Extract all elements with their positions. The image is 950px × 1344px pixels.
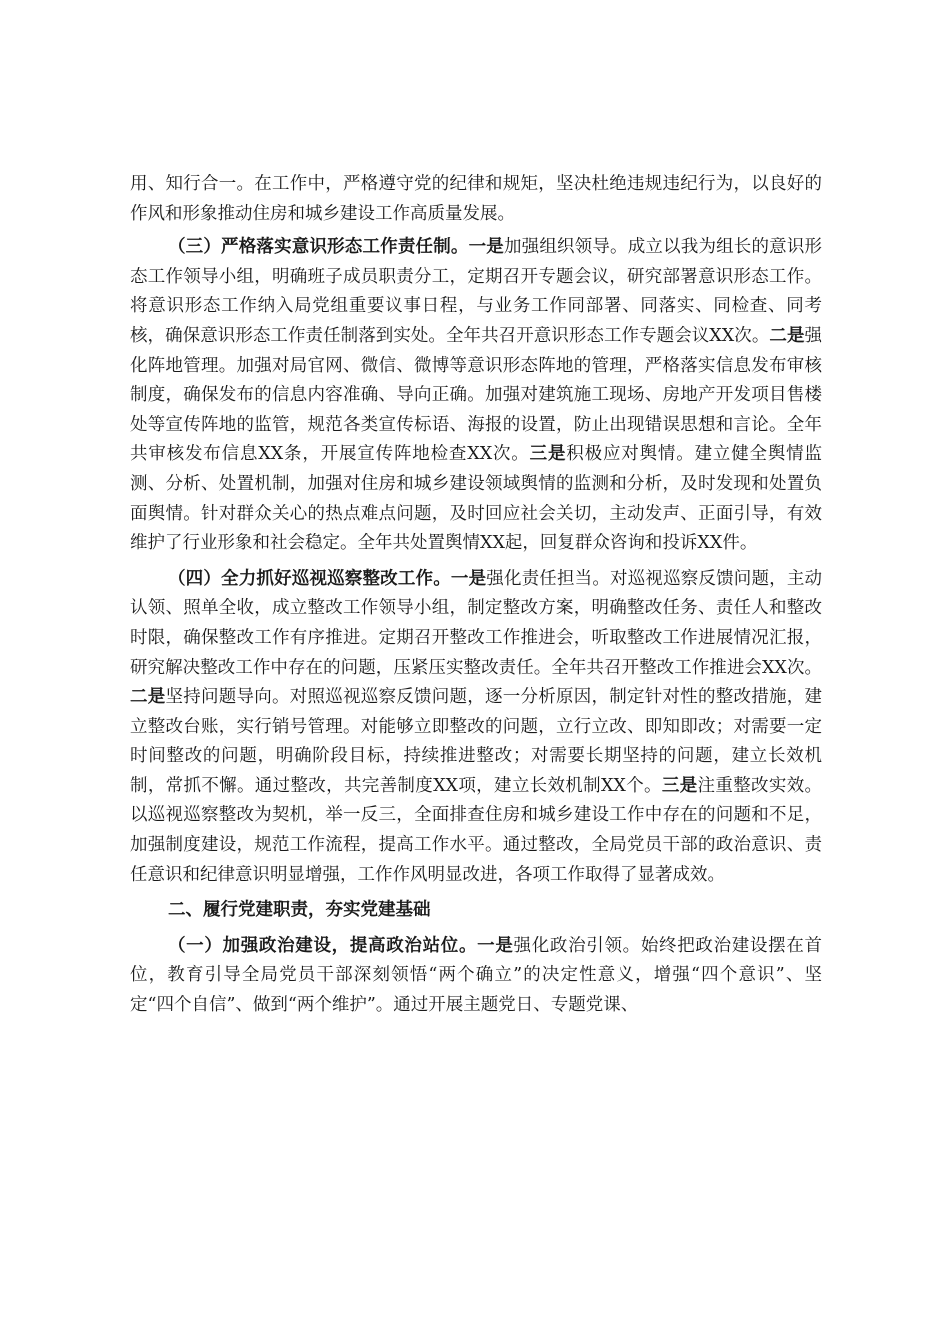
part-2-heading: 二、履行党建职责，夯实党建基础: [168, 900, 431, 921]
section-3-lead-3: 三是: [529, 444, 567, 465]
part-2-section-1-lead-1: 一是: [477, 935, 514, 956]
paragraph-continuation: [130, 170, 822, 229]
section-4-title: （四）全力抓好巡视巡察整改工作。: [168, 568, 451, 589]
document-body: [130, 170, 822, 1027]
section-3-title: （三）严格落实意识形态工作责任制。: [168, 237, 469, 258]
section-3-text-2: 强化阵地管理。加强对局官网、微信、微博等意识形态阵地的管理，严格落实信息发布审核制度，确保发布的信息内容准确、导向正确。加强对建筑施工现场、房地产开发项目售楼处等宣传阵地的监管，规范各类宣传标语、海报的设置，防止出现错误思想和言论。全年共审核发布信息XX条，开展宣传阵地检查XX次。: [130, 325, 822, 465]
section-4-lead-1: 一是: [450, 568, 487, 589]
section-4-paragraph: [130, 565, 822, 891]
section-3-lead-1: 一是: [468, 237, 504, 258]
part-2-section-1-paragraph: [130, 932, 822, 1021]
part-2-section-1-text-1: 强化政治引领。始终把政治建设摆在首位，教育引导全局党员干部深刻领悟“两个确立”的决定性意义，增强“四个意识”、坚定“四个自信”、做到“两个维护”。通过开展主题党日、专题党课、: [130, 935, 823, 1016]
section-4-text-2: 坚持问题导向。对照巡视巡察反馈问题，逐一分析原因，制定针对性的整改措施，建立整改台账，实行销号管理。对能够立即整改的问题，立行立改、即知即改；对需要一定时间整改的问题，明确阶段目标，持续推进整改；对需要长期坚持的问题，建立长效机制，常抓不懈。通过整改，共完善制度XX项，建立长效机制XX个。: [130, 687, 822, 796]
section-3-text-1: 加强组织领导。成立以我为组长的意识形态工作领导小组，明确班子成员职责分工，定期召开专题会议，研究部署意识形态工作。将意识形态工作纳入局党组重要议事日程，与业务工作同部署、同落实、同检查、同考核，确保意识形态工作责任制落到实处。全年共召开意识形态工作专题会议XX次。: [130, 237, 823, 346]
continuation-text: 用、知行合一。在工作中，严格遵守党的纪律和规矩，坚决杜绝违规违纪行为，以良好的作风和形象推动住房和城乡建设工作高质量发展。: [130, 174, 822, 224]
section-4-text-1: 强化责任担当。对巡视巡察反馈问题，主动认领、照单全收，成立整改工作领导小组，制定整改方案，明确整改任务、责任人和整改时限，确保整改工作有序推进。定期召开整改工作推进会，听取整改工作进展情况汇报，研究解决整改工作中存在的问题，压紧压实整改责任。全年共召开整改工作推进会XX次。: [130, 568, 823, 678]
section-4-text-3: 注重整改实效。以巡视巡察整改为契机，举一反三，全面排查住房和城乡建设工作中存在的问题和不足，加强制度建设，规范工作流程，提高工作水平。通过整改，全局党员干部的政治意识、责任意识和纪律意识明显增强，工作作风明显改进，各项工作取得了显著成效。: [130, 775, 823, 885]
section-3-paragraph: [130, 233, 822, 559]
section-3-text-3: 积极应对舆情。建立健全舆情监测、分析、处置机制，加强对住房和城乡建设领域舆情的监测和分析，及时发现和处置负面舆情。针对群众关心的热点难点问题，及时回应社会关切，主动发声、正面引导，有效维护了行业形象和社会稳定。全年共处置舆情XX起，回复群众咨询和投诉XX件。: [130, 444, 823, 554]
section-4-lead-3: 三是: [661, 775, 698, 796]
section-4-lead-2: 二是: [130, 687, 166, 708]
section-3-lead-2: 二是: [769, 325, 805, 346]
part-2-section-1-title: （一）加强政治建设，提高政治站位。: [168, 935, 478, 956]
